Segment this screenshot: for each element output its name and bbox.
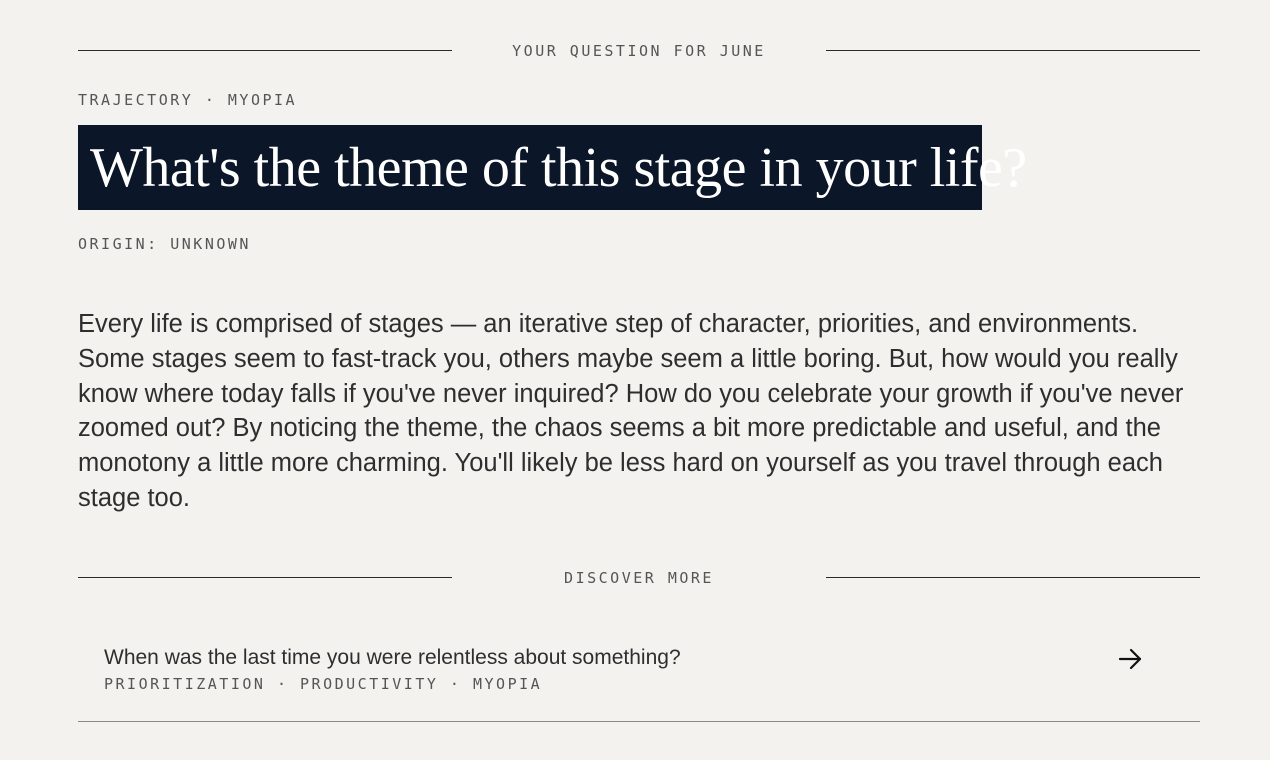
related-question-link[interactable]: When was the last time you were relentless about something? — [104, 646, 681, 669]
question-tags: TRAJECTORY · MYOPIA — [78, 91, 298, 109]
discover-section-header — [78, 568, 1200, 588]
question-description: Every life is comprised of stages — an iterative step of character, priorities, and environments. Some stages seem to fast-track you, others maybe seem a little boring. But, how would you really know where today falls if you've never inquired? How do you celebrate your growth if you've never zoomed out? By noticing the theme, the chaos seems a bit more predictable and useful, and the monotony a little more charming. You'll likely be less hard on yourself as you travel through each stage too. — [78, 310, 1184, 512]
question-origin: ORIGIN: UNKNOWN — [78, 235, 251, 253]
divider-left — [78, 577, 452, 578]
divider-right — [826, 577, 1200, 578]
related-question-item[interactable] — [78, 640, 1200, 722]
arrow-right-icon[interactable] — [1118, 646, 1144, 672]
divider-right — [826, 50, 1200, 51]
question-section-header — [78, 41, 1200, 61]
question-title: What's the theme of this stage in your life? — [90, 136, 1027, 199]
section-label: YOUR QUESTION FOR JUNE — [512, 42, 766, 60]
item-divider — [78, 721, 1200, 722]
divider-left — [78, 50, 452, 51]
related-question-tags: PRIORITIZATION · PRODUCTIVITY · MYOPIA — [104, 675, 543, 693]
discover-label: DISCOVER MORE — [564, 569, 714, 587]
question-title-banner — [78, 125, 1027, 210]
